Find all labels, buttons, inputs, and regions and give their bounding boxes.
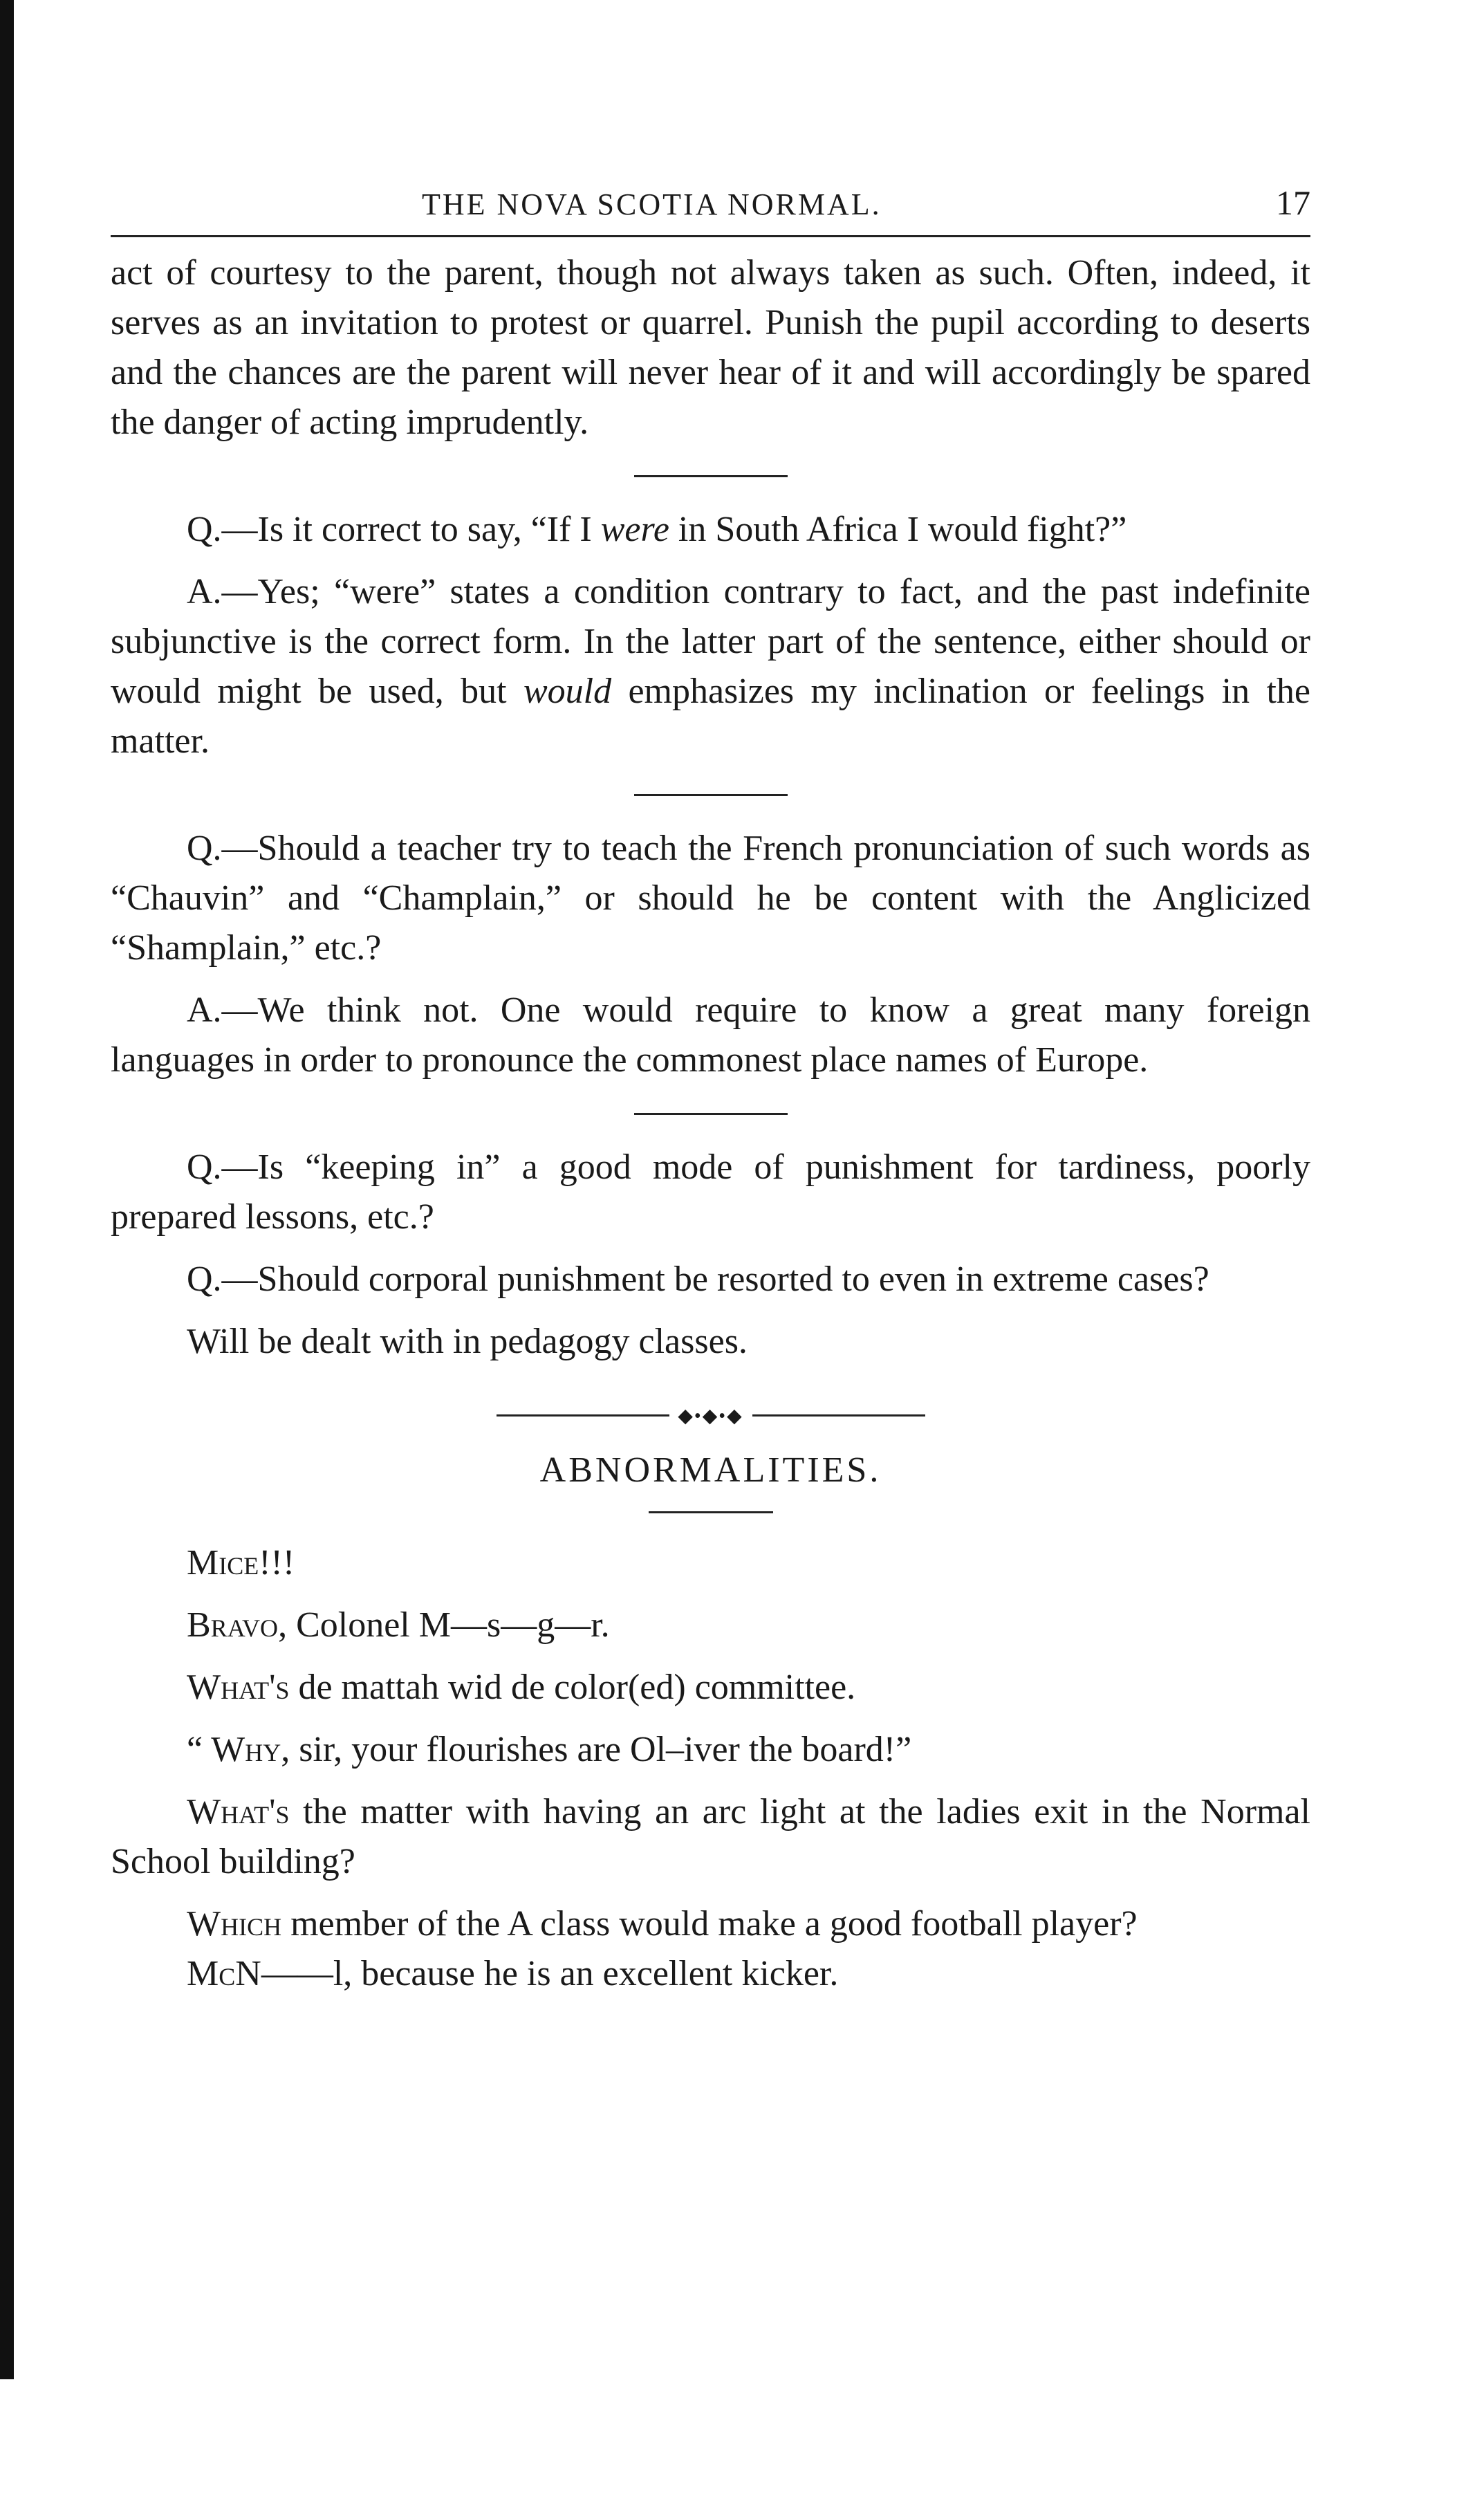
answer-1 xyxy=(111,567,1310,766)
item-lead: McN xyxy=(187,1954,261,1993)
answer-2: A.—We think not. One would require to know a great many foreign languages in order to pronounce the commonest place names of Europe. xyxy=(111,990,1310,1080)
section-title: ABNORMALITIES. xyxy=(539,1450,882,1490)
question-1-text: Q.—Is it correct to say, “If I xyxy=(187,510,601,549)
abnormality-item xyxy=(111,1538,1310,1588)
separator-rule xyxy=(634,475,788,477)
book-spine-shadow xyxy=(0,0,14,2379)
item-text: de mattah wid de color(ed) committee. xyxy=(289,1668,856,1707)
abnormality-item xyxy=(111,1787,1310,1887)
item-text: the matter with having an arc light at the ladies exit in the Normal School building? xyxy=(111,1792,1310,1881)
abnormality-item xyxy=(111,1899,1310,1949)
question-1-emphasis: were xyxy=(600,510,669,549)
item-text: ——l, because he is an excellent kicker. xyxy=(261,1954,839,1993)
ornamental-divider xyxy=(497,1405,925,1427)
abnormality-item xyxy=(111,1663,1310,1713)
page-number: 17 xyxy=(1276,183,1310,222)
paragraph-continued: act of courtesy to the parent, though not always taken as such. Often, indeed, it serves as an invitation to protest or quarrel. Punish the pupil according to deserts and the chances are the parent will never hear of it and will accordingly be spared the danger of acting imprudently. xyxy=(111,253,1310,442)
running-header xyxy=(111,183,1310,237)
question-4: Q.—Should corporal punishment be resorted to even in extreme cases? xyxy=(187,1259,1209,1299)
abnormality-item xyxy=(111,1949,1310,1999)
question-3: Q.—Is “keeping in” a good mode of punishment for tardiness, poorly prepared lessons, etc.? xyxy=(111,1147,1310,1237)
item-text: !!! xyxy=(259,1543,295,1582)
answer-1-text: A.—Yes; “were” states a condition contrary to fact, and the past indefinite subjunctive is the correct form. In the latter part of the sentence, either should or would might be used, but xyxy=(111,572,1310,711)
item-lead: “ Why xyxy=(187,1730,281,1769)
item-lead: Which xyxy=(187,1904,282,1944)
item-text: , Colonel M—s—g—r. xyxy=(278,1605,610,1645)
answer-1-emphasis: would xyxy=(523,672,612,711)
abnormality-item xyxy=(111,1600,1310,1650)
item-text: member of the A class would make a good football player? xyxy=(281,1904,1138,1944)
item-lead: Mice xyxy=(187,1543,259,1582)
question-2: Q.—Should a teacher try to teach the French pronunciation of such words as “Chauvin” and “Champlain,” or should he be content with the Anglicized “Shamplain,” etc.? xyxy=(111,829,1310,968)
separator-rule xyxy=(634,1113,788,1115)
abnormality-item xyxy=(111,1725,1310,1775)
item-lead: What's xyxy=(187,1668,290,1707)
question-1 xyxy=(111,505,1310,555)
running-title: THE NOVA SCOTIA NORMAL. xyxy=(422,187,882,221)
page xyxy=(111,183,1310,1999)
item-lead: What's xyxy=(187,1792,290,1831)
section-rule xyxy=(649,1511,773,1513)
answer-1-text-end: emphasizes my inclination or feelings in the matter. xyxy=(111,672,1310,761)
item-text: , sir, your flourishes are Ol–iver the board!” xyxy=(281,1730,912,1769)
ornament-dots-icon: ◆•◆•◆ xyxy=(669,1404,752,1428)
answer-3-4: Will be dealt with in pedagogy classes. xyxy=(187,1322,748,1361)
item-lead: Bravo xyxy=(187,1605,279,1645)
question-1-text-end: in South Africa I would fight?” xyxy=(669,510,1127,549)
separator-rule xyxy=(634,794,788,796)
